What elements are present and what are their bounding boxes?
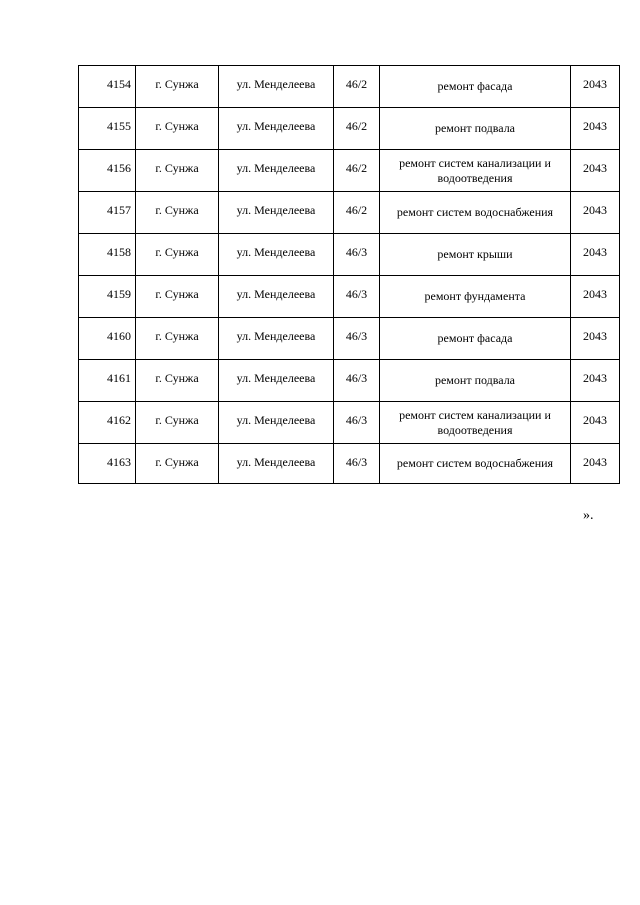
row-number: 4161 [79,360,136,402]
table-row [79,234,620,276]
work-type-cell: ремонт систем канализации и водоотведения [380,150,571,192]
work-type-cell: ремонт подвала [380,108,571,150]
closing-quote-mark: ». [583,508,594,523]
work-type-cell: ремонт подвала [380,360,571,402]
city-cell: г. Сунжа [136,402,219,444]
house-number-cell: 46/2 [334,66,380,108]
city-cell: г. Сунжа [136,318,219,360]
year-cell: 2043 [571,402,620,444]
row-number: 4158 [79,234,136,276]
city-cell: г. Сунжа [136,234,219,276]
house-number-cell: 46/3 [334,276,380,318]
row-number: 4157 [79,192,136,234]
house-number-cell: 46/3 [334,234,380,276]
table-row [79,108,620,150]
year-cell: 2043 [571,276,620,318]
house-number-cell: 46/3 [334,318,380,360]
table-row [79,150,620,192]
year-cell: 2043 [571,108,620,150]
street-cell: ул. Менделеева [219,402,334,444]
year-cell: 2043 [571,318,620,360]
city-cell: г. Сунжа [136,150,219,192]
work-type-cell: ремонт фасада [380,66,571,108]
work-type-cell: ремонт фасада [380,318,571,360]
work-type-cell: ремонт систем канализации и водоотведения [380,402,571,444]
table-row [79,66,620,108]
row-number: 4162 [79,402,136,444]
street-cell: ул. Менделеева [219,66,334,108]
row-number: 4156 [79,150,136,192]
table-row [79,402,620,444]
house-number-cell: 46/2 [334,108,380,150]
table-row [79,192,620,234]
house-number-cell: 46/2 [334,150,380,192]
street-cell: ул. Менделеева [219,276,334,318]
house-number-cell: 46/3 [334,402,380,444]
year-cell: 2043 [571,150,620,192]
house-number-cell: 46/2 [334,192,380,234]
street-cell: ул. Менделеева [219,444,334,484]
city-cell: г. Сунжа [136,360,219,402]
row-number: 4163 [79,444,136,484]
street-cell: ул. Менделеева [219,318,334,360]
work-type-cell: ремонт систем водоснабжения [380,192,571,234]
year-cell: 2043 [571,66,620,108]
house-number-cell: 46/3 [334,360,380,402]
row-number: 4154 [79,66,136,108]
year-cell: 2043 [571,234,620,276]
year-cell: 2043 [571,192,620,234]
table-row [79,276,620,318]
works-table-body [79,66,620,484]
street-cell: ул. Менделеева [219,150,334,192]
works-table [78,65,620,484]
city-cell: г. Сунжа [136,192,219,234]
year-cell: 2043 [571,360,620,402]
table-row [79,444,620,484]
year-cell: 2043 [571,444,620,484]
city-cell: г. Сунжа [136,444,219,484]
work-type-cell: ремонт крыши [380,234,571,276]
city-cell: г. Сунжа [136,66,219,108]
city-cell: г. Сунжа [136,276,219,318]
work-type-cell: ремонт фундамента [380,276,571,318]
city-cell: г. Сунжа [136,108,219,150]
house-number-cell: 46/3 [334,444,380,484]
row-number: 4160 [79,318,136,360]
street-cell: ул. Менделеева [219,234,334,276]
row-number: 4159 [79,276,136,318]
row-number: 4155 [79,108,136,150]
table-row [79,360,620,402]
work-type-cell: ремонт систем водоснабжения [380,444,571,484]
street-cell: ул. Менделеева [219,360,334,402]
street-cell: ул. Менделеева [219,108,334,150]
table-row [79,318,620,360]
street-cell: ул. Менделеева [219,192,334,234]
